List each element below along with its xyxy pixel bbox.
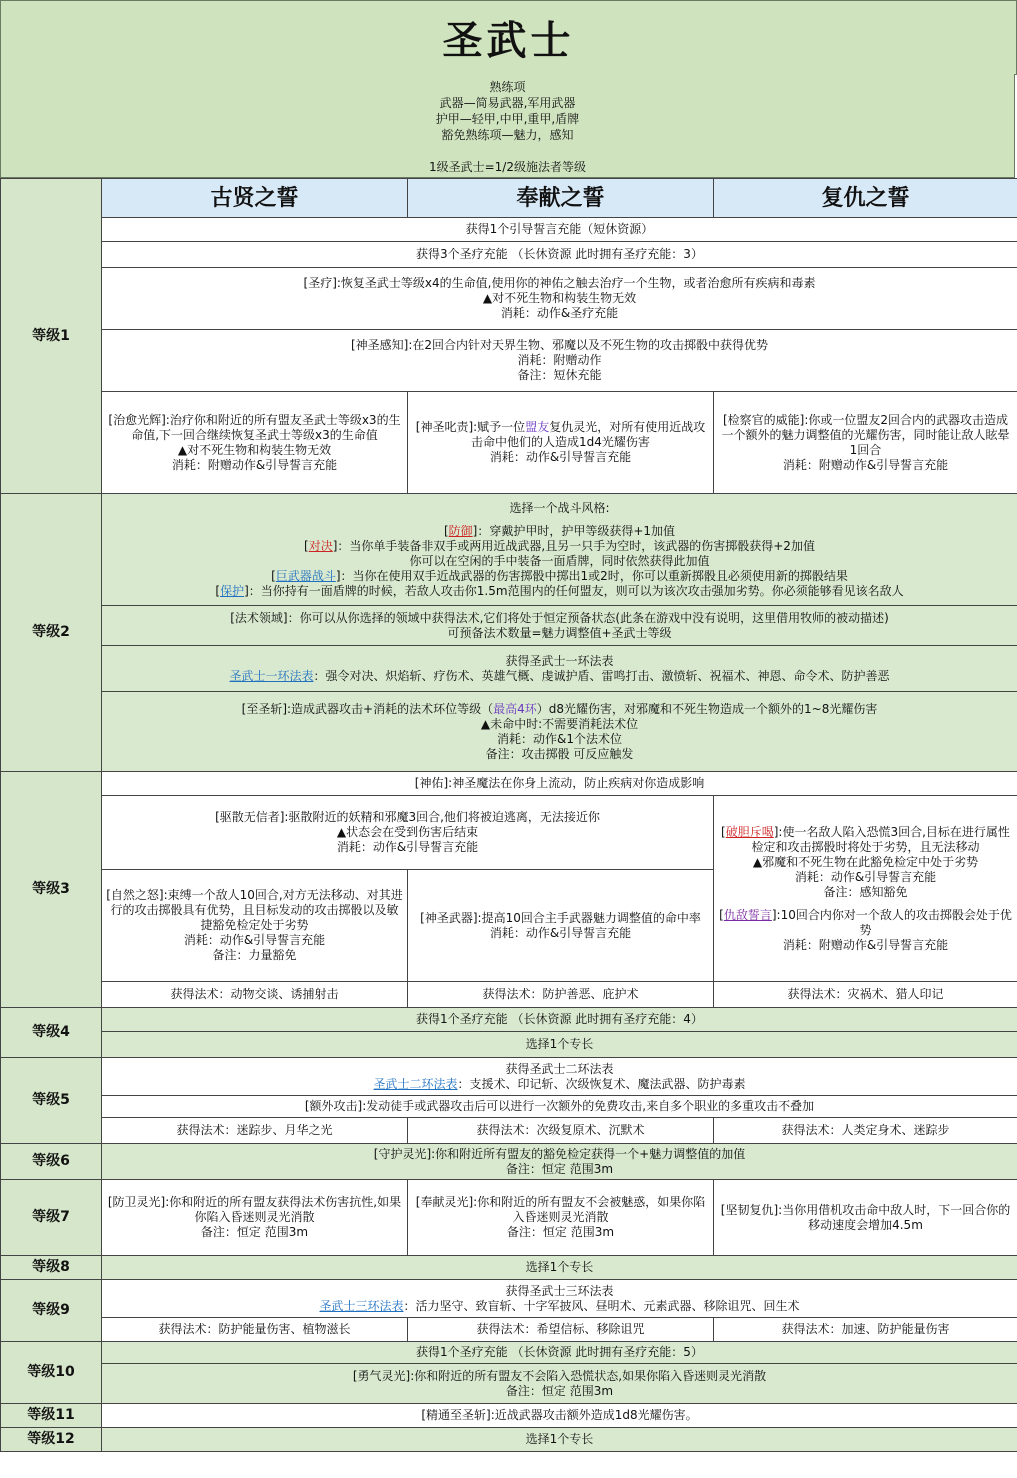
feature-line: 备注：恒定 范围3m [200,1225,309,1239]
feature-line: 可预备法术数量=魅力调整值+圣武士等级 [447,625,672,640]
feature-line: ▲未命中时:不需要消耗法术位 [480,716,639,731]
level-label: 等级6 [1,1144,102,1180]
feature-cell [102,392,408,494]
text-run: ]：当你单手装备非双手或两用近战武器,且另一只手为空时，该武器的伤害掷骰获得+2加值 [332,538,815,553]
proficiency-heading: 熟练项 [489,80,526,94]
text-run: ]:10回合内你对一个敌人的攻击掷骰会处于优势 [771,907,1012,937]
feature-line: [法术领域]：你可以从你选择的领域中获得法术,它们将处于恒定预备状态(此条在游戏中没有说明，这里借用牧师的被动描述) [230,610,889,625]
feature-line: 备注：恒定 范围3m [506,1225,615,1239]
spell-list-1-link[interactable]: 圣武士一环法表 [229,668,314,683]
feature-cell [714,796,1017,982]
spell-cell: 获得法术：灾祸术、猎人印记 [714,982,1017,1008]
text-run: ]：穿戴护甲时，护甲等级获得+1加值 [472,523,676,538]
feature-line: [防卫灵光]:你和附近的所有盟友获得法术伤害抗性,如果你陷入昏迷则灵光消散 [107,1195,402,1224]
text-run: ）d8光耀伤害，对邪魔和不死生物造成一个额外的1~8光耀伤害 [536,701,878,716]
feature-cell [102,494,1017,606]
feature-line: [勇气灵光]:你和附近的所有盟友不会陷入恐慌状态,如果你陷入昏迷则灵光消散 [352,1368,767,1383]
feature-cell: 获得1个圣疗充能 （长休资源 此时拥有圣疗充能：4） [102,1008,1017,1032]
feature-line: [破胆斥喝]:使一名敌人陷入恐慌3回合,目标在进行属性检定和攻击掷骰时将处于劣势，且无法移动 [721,824,1010,854]
feature-cell [102,606,1017,646]
text-run: ：支援术、印记斩、次级恢复术、魔法武器、防护毒素 [457,1076,746,1091]
spell-cell: 获得法术：加速、防护能量伤害 [714,1318,1017,1342]
level-label: 等级7 [1,1180,102,1256]
feature-line: 备注：攻击掷骰 可反应触发 [485,746,634,761]
defense-link[interactable]: 防御 [448,523,473,538]
feature-cell [408,392,714,494]
feature-line: [奉献灵光]:你和附近的所有盟友不会被魅惑，如果你陷入昏迷则灵光消散 [415,1195,706,1224]
feature-cell: [神佑]:神圣魔法在你身上流动，防止疾病对你造成影响 [102,772,1017,796]
feature-line: 你可以在空闲的手中装备一面盾牌，同时依然获得此加值 [409,553,710,568]
spell-cell: 获得法术：防护善恶、庇护术 [408,982,714,1008]
feature-line: 消耗：附赠动作 [517,353,602,367]
feature-cell [714,392,1017,494]
text-run: 复仇灵光，对所有使用近战攻击命中他们的人造成1d4光耀伤害 [471,420,706,449]
feature-line: [自然之怒]:束缚一个敌人10回合,对方无法移动、对其进行的攻击掷骰具有优势，且目标发动的攻击掷骰以及敏捷豁免检定处于劣势 [106,888,403,932]
feature-line: ▲状态会在受到伤害后结束 [336,825,479,839]
feature-cell [102,1180,408,1256]
feature-line: 消耗：动作&引导誓言充能 [489,450,632,464]
feature-line: [保护]：当你持有一面盾牌的时候，若敌人攻击你1.5m范围内的任何盟友，则可以为该次攻击强加劣势。你必须能够看见该名敌人 [215,583,904,598]
page-title: 圣武士 [442,18,575,64]
save-proficiency: 豁免熟练项—魅力，感知 [441,128,574,142]
spell-cell: 获得法术：希望信标、移除诅咒 [408,1318,714,1342]
feature-line: [驱散无信者]:驱散附近的妖精和邪魔3回合,他们将被迫逃离，无法接近你 [215,810,600,824]
spacer [106,516,1013,524]
feature-cell: 获得3个圣疗充能 （长休资源 此时拥有圣疗充能：3） [102,242,1017,268]
oath-header-devotion: 奉献之誓 [408,179,714,218]
feature-cell: [坚韧复仇]:当你用借机攻击命中敌人时，下一回合你的移动速度会增加4.5m [714,1180,1017,1256]
dueling-link[interactable]: 对决 [308,538,333,553]
oath-header-vengeance: 复仇之誓 [714,179,1017,218]
armor-proficiency: 护甲—轻甲,中甲,重甲,盾牌 [435,112,580,126]
spell-cell: 获得法术：迷踪步、月华之光 [102,1118,408,1144]
spacer [718,900,1013,908]
feature-line: 消耗：动作&引导誓言充能 [794,869,937,884]
feature-cell [408,1180,714,1256]
feature-line [106,1077,1013,1092]
feature-line: 获得圣武士三环法表 [505,1283,614,1298]
level-table [0,178,1017,1452]
feature-line: 消耗：附赠动作&引导誓言充能 [782,457,949,472]
text-run: ]：当你持有一面盾牌的时候，若敌人攻击你1.5m范围内的任何盟友，则可以为该次攻击强加劣势。你必须能够看见该名敌人 [244,583,904,598]
caster-level-note: 1级圣武士=1/2级施法者等级 [428,160,586,174]
feature-line: 获得圣武士二环法表 [505,1061,614,1076]
level-label: 等级4 [1,1008,102,1058]
feature-line: 备注：恒定 范围3m [505,1383,614,1398]
feature-line: 消耗：动作&引导誓言充能 [336,840,479,854]
feature-cell [102,870,408,982]
oath-header-ancients: 古贤之誓 [102,179,408,218]
feature-cell [102,1144,1017,1180]
feature-cell [102,646,1017,692]
text-run: [至圣斩]:造成武器攻击+消耗的法术环位等级（ [241,701,494,716]
feature-line: [仇敌誓言]:10回合内你对一个敌人的攻击掷骰会处于优势 [719,907,1012,937]
level-label: 等级10 [1,1342,102,1404]
feature-line [106,1299,1013,1314]
feature-line [412,420,709,450]
feature-line: 消耗：附赠动作&引导誓言充能 [171,457,338,472]
feature-line: 消耗：动作&1个法术位 [497,731,622,746]
text-run: ]:使一名敌人陷入恐慌3回合,目标在进行属性检定和攻击掷骰时将处于劣势，且无法移动 [751,824,1010,854]
feature-cell [102,692,1017,772]
feature-line: 消耗：附赠动作&引导誓言充能 [782,937,949,952]
level-label: 等级5 [1,1058,102,1144]
level-label: 等级1 [1,179,102,494]
feature-line: ▲对不死生物和构装生物无效 [177,442,332,457]
text-run: [神圣叱责]:赋予一位 [415,420,526,434]
level-label: 等级2 [1,494,102,772]
feature-line: 备注：感知豁免 [823,884,908,899]
title-banner [0,0,1017,75]
feature-line: ▲邪魔和不死生物在此豁免检定中处于劣势 [752,854,979,869]
feature-line: [巨武器战斗]：当你在使用双手近战武器的伤害掷骰中掷出1或2时，你可以重新掷骰且必须使用新的掷骰结果 [271,568,848,583]
feature-cell [102,1058,1017,1096]
feature-cell: [精通至圣斩]:近战武器攻击额外造成1d8光耀伤害。 [102,1404,1017,1428]
abjure-link[interactable]: 破胆斥喝 [725,824,774,839]
level-label: 等级11 [1,1404,102,1428]
feature-line: [神圣武器]:提高10回合主手武器魅力调整值的命中率 [420,910,701,925]
feature-cell: 获得1个圣疗充能 （长休资源 此时拥有圣疗充能：5） [102,1342,1017,1364]
feature-line: 消耗：动作&引导誓言充能 [489,925,632,940]
max-level-link[interactable]: 最高4环 [493,701,537,716]
spell-list-3-link[interactable]: 圣武士三环法表 [319,1298,404,1313]
great-weapon-link[interactable]: 巨武器战斗 [275,568,336,583]
spell-cell: 获得法术：人类定身术、迷踪步 [714,1118,1017,1144]
protection-link[interactable]: 保护 [220,583,245,598]
level-label: 等级9 [1,1280,102,1342]
proficiency-block [0,74,1015,178]
feature-line: [圣疗]:恢复圣武士等级x4的生命值,使用你的神佑之触去治疗一个生物，或者治愈所有疾病和毒素 [303,276,816,290]
feature-cell [102,1280,1017,1318]
feature-line [106,669,1013,684]
feature-cell: [额外攻击]:发动徒手或武器攻击后可以进行一次额外的免费攻击,来自多个职业的多重攻击不叠加 [102,1096,1017,1118]
vow-link[interactable]: 仇敌誓言 [723,907,772,922]
text-run: ：强令对决、炽焰斩、疗伤术、英雄气概、虔诚护盾、雷鸣打击、激愤斩、祝福术、神恩、命令术、防护善恶 [313,668,890,683]
feature-line: 备注：力量豁免 [212,948,297,962]
feature-cell: 获得1个引导誓言充能（短休资源） [102,218,1017,242]
feature-line: [神圣感知]:在2回合内针对天界生物、邪魔以及不死生物的攻击掷骰中获得优势 [350,338,769,352]
feature-line: ▲对不死生物和构装生物无效 [482,291,637,305]
ally-link[interactable]: 盟友 [525,420,550,434]
feature-line: [防御]：穿戴护甲时，护甲等级获得+1加值 [443,523,676,538]
feature-line: [守护灵光]:你和附近所有盟友的豁免检定获得一个+魅力调整值的加值 [373,1146,746,1161]
feature-line: 备注：恒定 范围3m [505,1161,614,1176]
spell-list-2-link[interactable]: 圣武士二环法表 [373,1076,458,1091]
feature-line: 选择一个战斗风格: [509,500,610,515]
feature-cell [102,268,1017,330]
feature-line: [对决]：当你单手装备非双手或两用近战武器,且另一只手为空时，该武器的伤害掷骰获得+2加值 [304,538,815,553]
feature-line: 消耗：动作&引导誓言充能 [183,933,326,947]
feature-cell: 选择1个专长 [102,1032,1017,1058]
feature-line: [检察官的威能]:你或一位盟友2回合内的武器攻击造成一个额外的魅力调整值的光耀伤害，同时能让敌人眩晕1回合 [721,412,1010,457]
level-label: 等级8 [1,1256,102,1280]
feature-cell [102,796,714,870]
feature-cell [102,330,1017,392]
text-run: ]：当你在使用双手近战武器的伤害掷骰中掷出1或2时，你可以重新掷骰且必须使用新的掷骰结果 [335,568,848,583]
feature-cell [408,870,714,982]
feature-cell: 选择1个专长 [102,1256,1017,1280]
text-run: ：活力坚守、致盲斩、十字军披风、昼明术、元素武器、移除诅咒、回生术 [403,1298,800,1313]
feature-line: [治愈光辉]:治疗你和附近的所有盟友圣武士等级x3的生命值,下一回合继续恢复圣武士等级x3的生命值 [108,412,401,442]
level-label: 等级12 [1,1428,102,1452]
level-label: 等级3 [1,772,102,1008]
spell-cell: 获得法术：防护能量伤害、植物滋长 [102,1318,408,1342]
feature-line: 获得圣武士一环法表 [505,653,614,668]
feature-cell: 选择1个专长 [102,1428,1017,1452]
feature-cell [102,1364,1017,1404]
spell-cell: 获得法术：次级复原术、沉默术 [408,1118,714,1144]
weapon-proficiency: 武器—简易武器,军用武器 [439,96,576,110]
spell-cell: 获得法术：动物交谈、诱捕射击 [102,982,408,1008]
feature-line [106,702,1013,717]
feature-line: 备注：短休充能 [517,368,602,382]
feature-line: 消耗：动作&圣疗充能 [500,306,619,320]
